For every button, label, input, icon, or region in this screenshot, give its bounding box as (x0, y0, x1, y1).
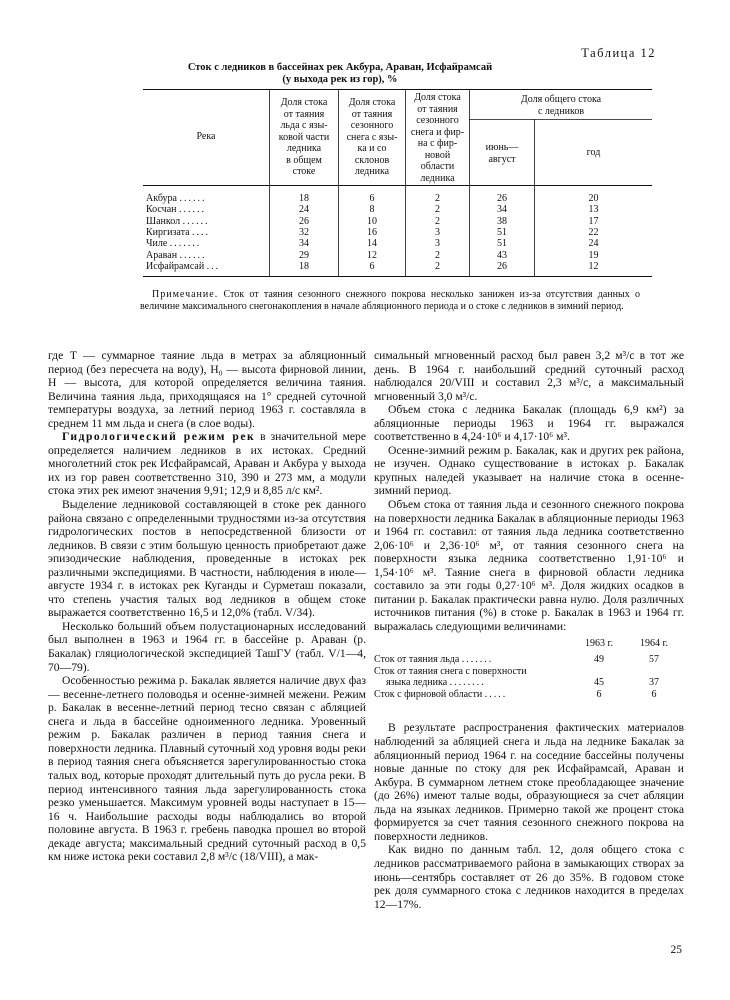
paragraph: Гидрологический режим рек в значительной мере определяется наличием ледников в их истоках. Средний многолетний сток рек Исфайрамсай, Араван и Акбура у выхода их из гор равен соответственно 310, 390 и 273 мм, а модули стока этих рек имеют значения 9,91; 12,9 и 8,85 л/с км². (48, 430, 366, 498)
paragraph: Осенне-зимний режим р. Бакалак, как и других рек района, не изучен. Однако существование в истоках р. Бакалак крупных наледей указывает на наличие стока в осенне-зимний период. (374, 443, 684, 498)
cell-firn: 2 (435, 249, 440, 261)
header-river: Река (196, 131, 216, 142)
table-note (140, 289, 640, 313)
row-river-name: Чиле ....... (146, 238, 202, 250)
cell-year: 22 (588, 226, 599, 238)
source-share-table (374, 638, 684, 704)
cell-ice: 29 (299, 249, 309, 261)
paragraph: Выделение ледниковой составляющей в стоке рек данного района связано с определенными трудностями из-за отсутствия гидрологических постов в непосредственной близости от ледников. В связи с этим большую ценность приобретают даже эпизодические наблюдения, проведенные в истоках рек различными экспедициями. В частности, наблюдения в июле—августе 1934 г. в истоках рек Куганды и Сурметаш показали, что степень участия талых вод ледников в общем стоке выражается соответственно 16,5 и 12,0% (табл. V/34). (48, 498, 366, 620)
paragraph: Как видно по данным табл. 12, доля общего стока с ледников рассматриваемого района в замыкающих створах за июнь—сентябрь составляет от 26 до 35%. В годовом стоке рек доля суммарного стока с ледников находится в пределах 12—17%. (374, 843, 684, 911)
header-ice-share: Доля стока от таяния льда с язы- ковой части ледника в общем стоке (278, 97, 330, 177)
table-caption-line-1: Сток с ледников в бассейнах рек Акбура, Араван, Исфайрамсай (187, 62, 493, 73)
cell-snow: 6 (369, 193, 375, 204)
header-firn-share: Доля стока от таяния сезонного снега и фир- на с фир- новой области ледника (410, 92, 465, 184)
cell-june-august: 26 (497, 260, 507, 272)
cell-ice: 18 (299, 193, 309, 204)
row-river-name: Киргизата .... (146, 226, 211, 238)
cell-snow: 12 (367, 249, 377, 261)
page-number: 25 (670, 944, 682, 956)
cell-ice: 24 (299, 204, 309, 216)
cell-firn: 3 (435, 238, 440, 250)
year-1964-header: 1964 г. (640, 638, 668, 650)
cell-snow: 14 (367, 238, 377, 250)
row-river-name: Шанкол ...... (146, 215, 210, 227)
cell-june-august: 51 (497, 226, 507, 238)
paragraph: симальный мгновенный расход был равен 3,2 м³/с в тот же день. В 1964 г. наибольший средний суточный расход наблюдался 20/VIII и составил 2,3 м³/с, а максимальный мгновенный 3,0 м³/с. (374, 349, 684, 403)
cell-ice: 32 (299, 226, 309, 238)
cell-june-august: 38 (497, 215, 507, 227)
paragraph: Объем стока с ледника Бакалак (площадь 6,9 км²) за абляционные периоды 1963 и 1964 гг. выражался соответственно в 4,24·10⁶ и 4,17·10⁶ м³. (374, 403, 684, 444)
row-river-name: Исфайрамсай ... (146, 260, 221, 272)
cell-june-august: 51 (497, 238, 507, 250)
cell-ice: 34 (299, 238, 309, 250)
header-total-share: Доля общего стока с ледников (520, 94, 602, 117)
header-june-august: июнь— август (485, 142, 519, 165)
cell-june-august: 26 (497, 193, 507, 204)
paragraph: Несколько больший объем полустационарных исследований был выполнен в 1963 и 1964 гг. в бассейне р. Араван (р. Бакалак) гляциологической экспедицией ТашГУ (табл. V/1—4, 70—79). (48, 619, 366, 674)
table-number: Таблица 12 (581, 46, 656, 60)
cell-year: 13 (588, 204, 599, 216)
left-column (48, 349, 366, 864)
table-caption-line-2: (у выхода рек из гор), % (282, 74, 398, 85)
row-river-name: Косчан ...... (146, 204, 206, 216)
paragraph: где T — суммарное таяние льда в метрах за абляционный период (без пересчета на воду), H₀ — высота фирновой линии, H — высота, для которой определяется величина таяния. Величина таяния льда, приходящаяся на 1° средней суточной температуры воздуха, за летний период 1963 г. составляла в среднем 11 мм льда и снега (в слое воды). (48, 349, 366, 430)
cell-ice: 26 (299, 215, 309, 227)
note-label: Примечание. (152, 289, 219, 300)
cell-ice: 18 (299, 260, 309, 272)
cell-snow: 10 (367, 215, 377, 227)
runoff-table (143, 89, 652, 277)
cell-snow: 16 (367, 226, 377, 238)
cell-snow: 8 (369, 204, 375, 216)
cell-firn: 3 (435, 226, 440, 238)
cell-june-august: 34 (497, 204, 507, 216)
cell-year: 24 (588, 238, 599, 250)
cell-year: 17 (588, 215, 599, 227)
right-column (374, 349, 684, 911)
table-row: Сток от таяния льда ....... 49 57 (374, 654, 659, 666)
table-row: языка ледника ........ 45 37 (386, 677, 659, 689)
cell-june-august: 43 (497, 249, 507, 261)
cell-year: 12 (588, 260, 599, 272)
cell-year: 20 (588, 193, 599, 204)
year-1963-header: 1963 г. (585, 638, 613, 650)
paragraph: В результате распространения фактических материалов наблюдений за абляцией снега и льда на леднике Бакалак за абляционный период 1964 г. на соседние бассейны получены новые данные по стоку для рек Исфайрамсай, Араван и Акбура. В суммарном летнем стоке преобладающее значение (до 26%) имеют талые воды, образующиеся за счет абляции льда на языках ледников. Примерно такой же процент стока формируется за счет таяния сезонного снежного покрова на поверхности ледников. (374, 721, 684, 843)
paragraph: Особенностью режима р. Бакалак является наличие двух фаз — весенне-летнего половодья и осенне-зимней межени. Режим р. Бакалак в весенне-летний период тесно связан с абляцией снега и льда в бассейне одноименного ледника. Уровенный режим р. Бакалак различен в период таяния снега и поверхности ледника. Плавный суточный ход уровня воды реки в период таяния снега объясняется зарегулированностью стока талых вод, которые проходят длительный путь до русла реки. В период интенсивного таяния льда зарегулированность стока резко уменьшается. Максимум уровней воды наступает в 15—16 ч. Наибольшие расходы воды наблюдались во второй половине августа. В 1963 г. гребень паводка прошел во второй декаде августа; максимальный средний суточный расход в 0,5 км ниже истока реки составил 2,8 м³/с (18/VIII), а мак- (48, 674, 366, 864)
row-river-name: Араван ...... (146, 249, 207, 261)
header-year: год (586, 147, 601, 158)
note-text: Сток от таяния сезонного снежного покрова несколько занижен из-за отсутствия данных о величине максимального снегонакопления в начале абляционного периода и о стоке с ледников в зимний период. (140, 289, 640, 312)
paragraph: Объем стока от таяния льда и сезонного снежного покрова на поверхности ледника Бакалак в абляционные периоды 1963 и 1964 гг. составил: от таяния льда ледника соответственно 2,06·10⁶ и 2,36·10⁶ м³, от таяния сезонного снега на поверхности языка ледника соответственно 1,91·10⁶ и 1,54·10⁶ м³. Таяние снега в фирновой области ледника составило за эти годы 0,27·10⁶ м³. Доля жидких осадков в питании р. Бакалак практически равна нулю. Доля различных источников питания (%) в стоке р. Бакалак в 1963 и 1964 гг. выражалась следующими величинами: (374, 498, 684, 633)
table-row: Сток с фирновой области ..... 6 6 (374, 688, 657, 700)
row-river-name: Акбура ...... (146, 193, 207, 204)
cell-firn: 2 (435, 193, 440, 204)
table-row: Сток от таяния снега с поверхности (374, 665, 527, 677)
cell-year: 19 (588, 249, 599, 261)
section-heading: Гидрологический режим рек (62, 430, 256, 444)
cell-snow: 6 (369, 260, 375, 272)
header-snow-share: Доля стока от таяния сезонного снега с язы- ка и со склонов ледника (346, 97, 398, 177)
cell-firn: 2 (435, 215, 440, 227)
cell-firn: 2 (435, 260, 440, 272)
table-caption (60, 62, 620, 86)
cell-firn: 2 (435, 204, 440, 216)
